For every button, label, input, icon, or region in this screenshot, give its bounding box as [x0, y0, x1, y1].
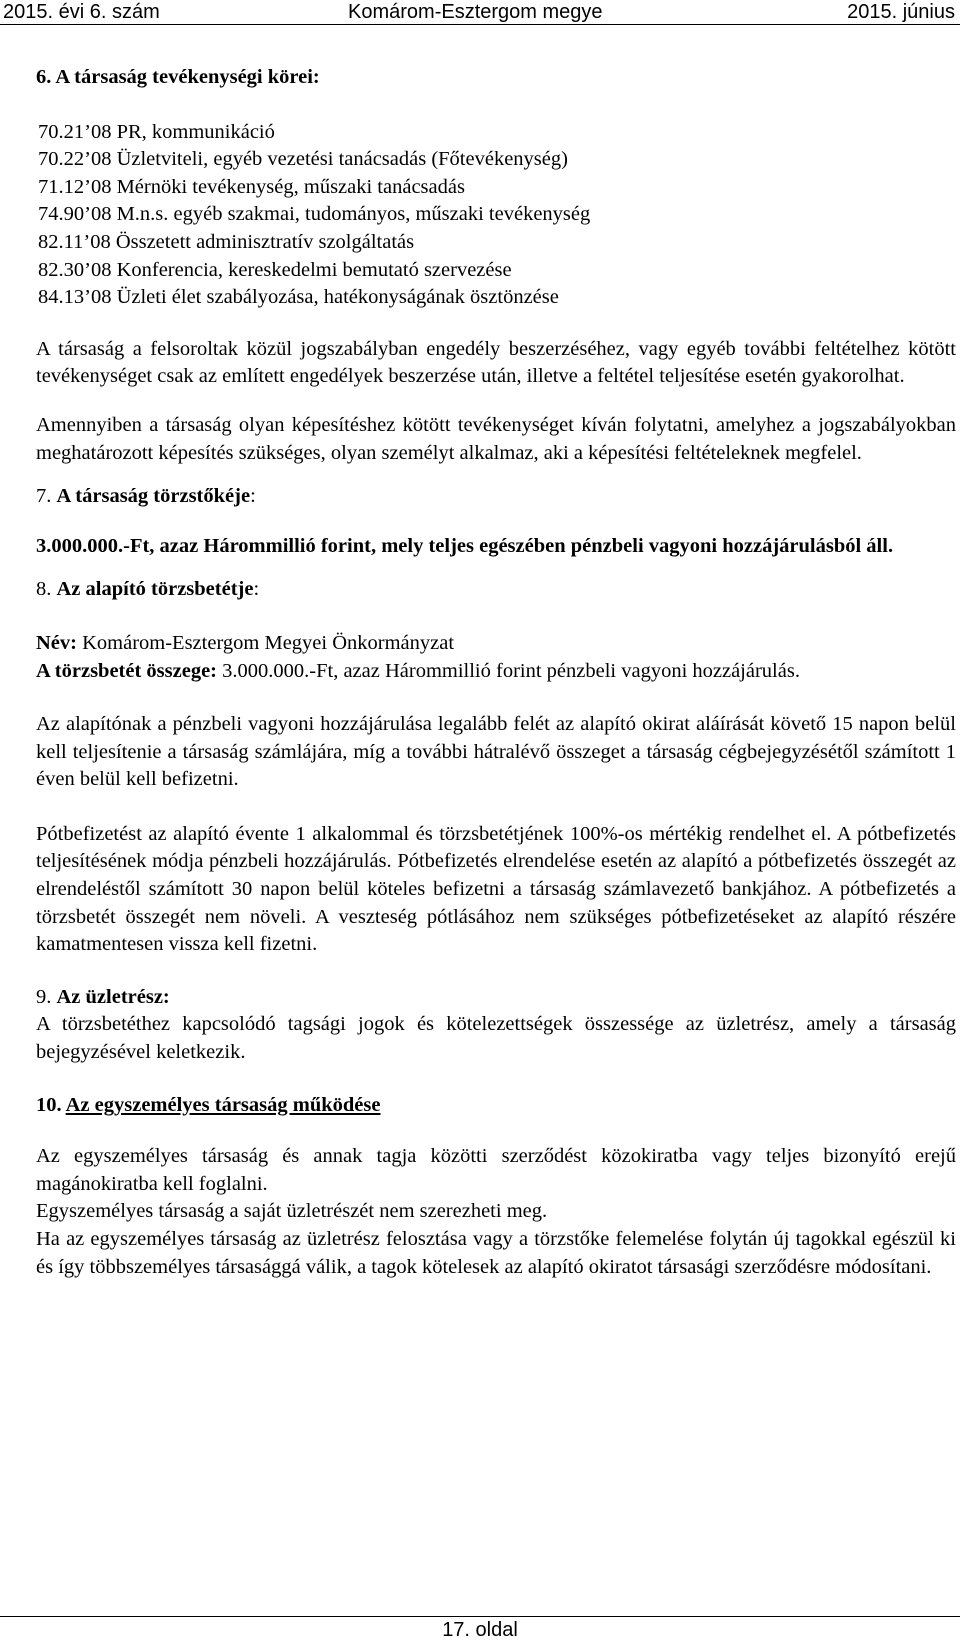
section-9-heading [36, 984, 956, 1012]
section-10-paragraph-1: Az egyszemélyes társaság és annak tagja közötti szerződést közokiratba vagy teljes bizonyító erejű magánokiratba kell foglalni. [36, 1145, 956, 1195]
section-8-title: Az alapító törzsbetétje [56, 578, 254, 601]
section-10-heading [36, 1092, 956, 1120]
section-8-number: 8. [36, 578, 57, 601]
section-8-colon: : [253, 578, 260, 601]
founder-name-label: Név: [36, 631, 77, 654]
deposit-amount-label: A törzsbetét összege: [36, 659, 218, 682]
section-9-title: Az üzletrész: [56, 985, 170, 1008]
section-6-title: 6. A társaság tevékenységi körei: [36, 66, 320, 88]
page-content [36, 64, 956, 1281]
activity-list [38, 119, 956, 312]
page-header [0, 0, 960, 25]
deposit-amount [36, 658, 956, 686]
section-7-number: 7. [36, 485, 57, 508]
page-footer [0, 1616, 960, 1647]
section-7-amount: 3.000.000.-Ft, azaz Hárommillió forint, mely teljes egészében pénzbeli vagyoni hozzájárulásból áll. [36, 534, 894, 557]
deposit-amount-value: 3.000.000.-Ft, azaz Hárommillió forint pénzbeli vagyoni hozzájárulás. [217, 659, 800, 682]
section-6-paragraph-1: A társaság a felsoroltak közül jogszabályban engedély beszerzéséhez, vagy egyéb további feltételhez kötött tevékenységet csak az említett engedélyek beszerzése után, illetve a feltétel teljesítése esetén gyakorolhat. [36, 337, 956, 388]
header-issue: 2015. évi 6. szám [3, 1, 160, 23]
activity-item: 70.22’08 Üzletviteli, egyéb vezetési tanácsadás (Főtevékenység) [38, 148, 568, 171]
header-date: 2015. június [847, 1, 955, 23]
section-8-heading [36, 576, 956, 604]
activity-item: 84.13’08 Üzleti élet szabályozása, hatékonyságának ösztönzése [38, 286, 559, 309]
section-7-colon: : [250, 485, 256, 508]
section-8-paragraph-1: Az alapítónak a pénzbeli vagyoni hozzájárulása legalább felét az alapító okirat aláírását követő 15 napon belül kell teljesítenie a társaság számlájára, míg a további hátralévő összeget a társaság cégbejegyzésétől számított 1 éven belül kell befizetni. [36, 713, 956, 791]
activity-item: 70.21’08 PR, kommunikáció [38, 120, 275, 143]
section-10-title: Az egyszemélyes társaság működése [65, 1093, 381, 1116]
page-number: 17. oldal [442, 1619, 518, 1641]
activity-item: 82.11’08 Összetett adminisztratív szolgáltatás [38, 230, 415, 253]
section-10-paragraph-2: Egyszemélyes társaság a saját üzletrészét nem szerezheti meg. [36, 1200, 548, 1223]
activity-item: 82.30’08 Konferencia, kereskedelmi bemutató szervezése [38, 258, 512, 281]
section-6-paragraph-2: Amennyiben a társaság olyan képesítéshez kötött tevékenységet kíván folytatni, amelyhez a jogszabályokban meghatározott képesítés szükséges, olyan személyt alkalmaz, aki a képesítési feltételeknek megfelel. [36, 413, 956, 464]
founder-name-value: Komárom-Esztergom Megyei Önkormányzat [76, 631, 455, 654]
header-county: Komárom-Esztergom megye [348, 1, 603, 23]
founder-name [36, 630, 956, 658]
section-8-paragraph-2: Pótbefizetést az alapító évente 1 alkalommal és törzsbetétjének 100%-os mértékig rendelhet el. A pótbefizetés teljesítésének módja pénzbeli hozzájárulás. Pótbefizetés elrendelése esetén az alapító a pótbefizetés összegét az elrendeléstől számított 30 napon belül köteles befizetni a társaság számlavezető bankjához. A pótbefizetés a törzsbetét összegét nem növeli. A veszteség pótlásához nem szükséges pótbefizetéseket az alapító részére kamatmentesen vissza kell fizetni. [36, 822, 956, 956]
activity-item: 71.12’08 Mérnöki tevékenység, műszaki tanácsadás [38, 175, 465, 198]
section-9-paragraph-1: A törzsbetéthez kapcsolódó tagsági jogok és kötelezettségek összessége az üzletrész, amely a társaság bejegyzésével keletkezik. [36, 1013, 956, 1064]
section-7-title: A társaság törzstőkéje [56, 485, 251, 508]
activity-item: 74.90’08 M.n.s. egyéb szakmai, tudományos, műszaki tevékenység [38, 203, 591, 226]
section-9-number: 9. [36, 985, 57, 1008]
section-10-paragraph-3: Ha az egyszemélyes társaság az üzletrész felosztása vagy a törzstőke felemelése folytán új tagokkal egészül ki és így többszemélyes társasággá válik, a tagok kötelesek az alapító okiratot társasági szerződésre módosítani. [36, 1228, 956, 1278]
section-7-heading [36, 483, 956, 511]
section-10-number: 10. [36, 1093, 66, 1116]
